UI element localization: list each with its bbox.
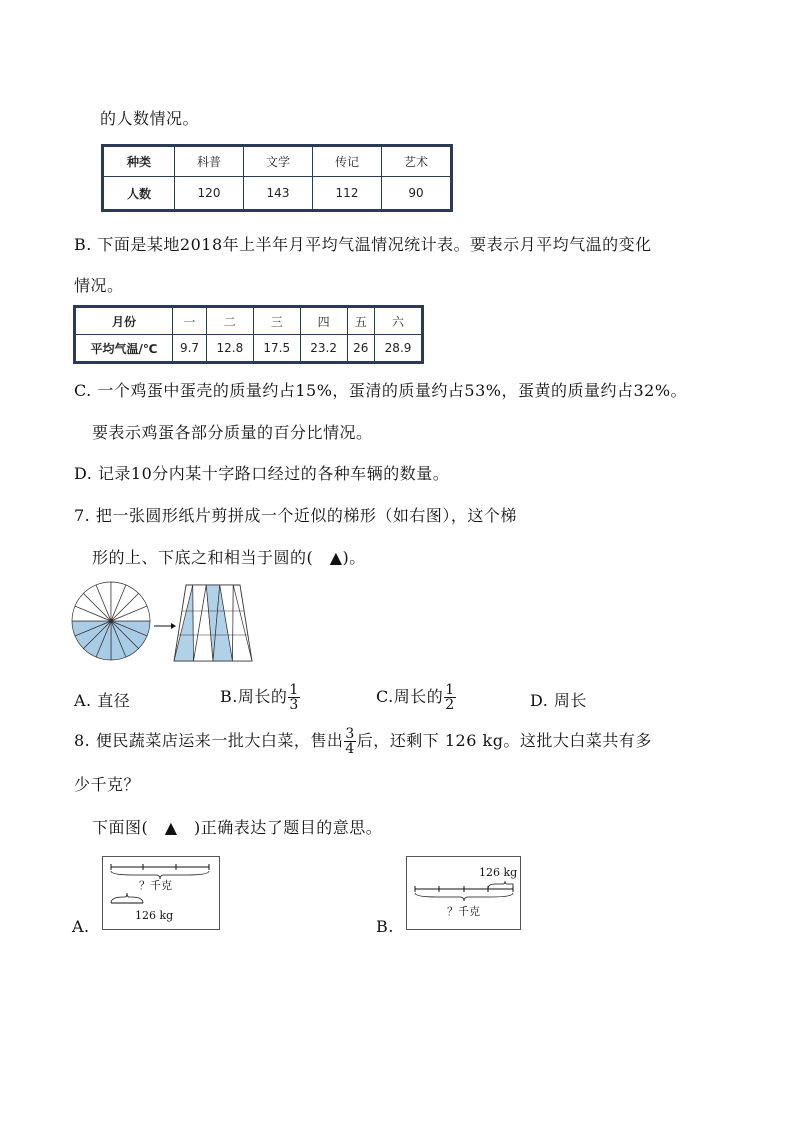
option-b-line2: 情况。 — [74, 276, 124, 295]
q8-line1 — [74, 727, 652, 756]
table1-category: 传记 — [313, 147, 382, 177]
diagram-a-top-text: ？千克 — [139, 879, 172, 892]
table1-value: 120 — [175, 177, 244, 210]
table1-category: 科普 — [175, 147, 244, 177]
diagram-b-top-text: 126 kg — [479, 866, 518, 879]
table2-month: 三 — [253, 308, 300, 335]
fraction-denominator: 3 — [289, 697, 299, 713]
fraction-numerator: 3 — [345, 726, 355, 742]
q7-choice-c-prefix: C.周长的 — [376, 687, 444, 706]
table2-month: 五 — [347, 308, 375, 335]
fraction-numerator: 1 — [289, 682, 299, 698]
fraction — [444, 683, 455, 712]
diagram-b — [406, 856, 521, 930]
q7-line1: 7. 把一张圆形纸片剪拼成一个近似的梯形（如右图），这个梯 — [74, 506, 517, 525]
q7-choice-b — [220, 683, 301, 712]
diagram-a-label: A. — [72, 917, 90, 936]
table2-month: 四 — [300, 308, 347, 335]
option-b-line1: B. 下面是某地2018年上半年月平均气温情况统计表。要表示月平均气温的变化 — [74, 235, 652, 254]
table2-value: 28.9 — [375, 335, 422, 362]
q8-prefix: 8. 便民蔬菜店运来一批大白菜，售出 — [74, 731, 344, 750]
table1-value: 143 — [244, 177, 313, 210]
option-d: D. 记录10分内某十字路口经过的各种车辆的数量。 — [74, 464, 450, 483]
diagram-b-label: B. — [376, 917, 394, 936]
table1-category: 文学 — [244, 147, 313, 177]
q8-suffix: 后，还剩下 126 kg。这批大白菜共有多 — [356, 731, 652, 750]
fraction-numerator: 1 — [445, 682, 455, 698]
q8-line2: 少千克？ — [74, 775, 141, 794]
fraction-denominator: 4 — [345, 741, 355, 757]
option-c-line1: C. 一个鸡蛋中蛋壳的质量约占15%，蛋清的质量约占53%，蛋黄的质量约占32%。 — [74, 381, 688, 400]
table1-row-label: 人数 — [104, 177, 175, 210]
reading-category-table — [103, 146, 451, 210]
q7-choice-d: D. 周长 — [530, 691, 587, 710]
option-c-line2: 要表示鸡蛋各部分质量的百分比情况。 — [92, 423, 373, 442]
table2-row-label: 平均气温/℃ — [76, 335, 173, 362]
table2-value: 9.7 — [173, 335, 207, 362]
table1-category: 艺术 — [382, 147, 451, 177]
fraction — [288, 683, 299, 712]
table2-header-label: 月份 — [76, 308, 173, 335]
trapezoid-figure — [172, 583, 254, 663]
table2-value: 12.8 — [206, 335, 253, 362]
diagram-a-bottom-text: 126 kg — [135, 909, 174, 922]
table2-month: 一 — [173, 308, 207, 335]
table2-value: 17.5 — [253, 335, 300, 362]
table2-month: 六 — [375, 308, 422, 335]
table2-month: 二 — [206, 308, 253, 335]
diagram-a — [102, 856, 220, 930]
table2-value: 23.2 — [300, 335, 347, 362]
q7-choice-b-prefix: B.周长的 — [220, 687, 288, 706]
table1-value: 112 — [313, 177, 382, 210]
diagram-b-bottom-text: ？千克 — [447, 905, 480, 918]
q7-line2: 形的上、下底之和相当于圆的( ▲)。 — [92, 548, 366, 567]
q8-line3: 下面图( ▲ )正确表达了题目的意思。 — [92, 818, 383, 837]
intro-text: 的人数情况。 — [100, 109, 200, 128]
table1-value: 90 — [382, 177, 451, 210]
fraction-denominator: 2 — [445, 697, 455, 713]
q7-choice-a: A. 直径 — [74, 691, 131, 710]
table1-header-label: 种类 — [104, 147, 175, 177]
fraction — [344, 727, 355, 756]
circle-sectors-figure — [70, 580, 152, 662]
temperature-table — [75, 307, 422, 362]
q7-choice-c — [376, 683, 457, 712]
table2-value: 26 — [347, 335, 375, 362]
